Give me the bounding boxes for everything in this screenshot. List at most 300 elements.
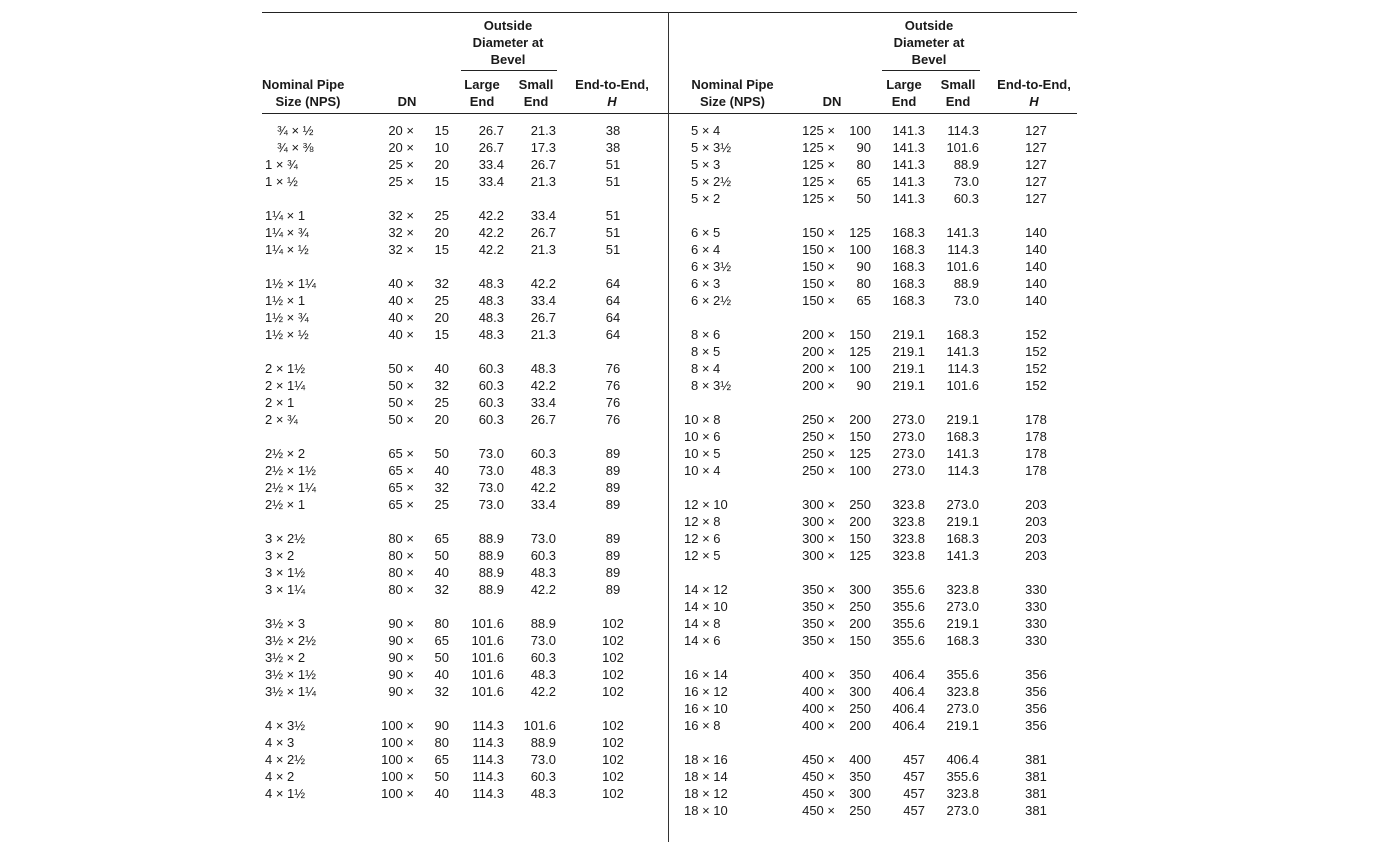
- large-end-cell: 42.2: [478, 242, 504, 257]
- large-end-cell: 355.6: [892, 633, 925, 648]
- end-to-end-cell: 51: [605, 225, 621, 240]
- table-row: [262, 683, 668, 700]
- small-end-cell: 60.3: [530, 548, 556, 563]
- dn-large-cell: 250 ×: [802, 446, 835, 461]
- nps-cell: 2½ × 1½: [265, 463, 316, 478]
- table-row: [262, 207, 668, 224]
- small-end-cell: 355.6: [946, 769, 979, 784]
- dn-small-cell: 25: [434, 395, 449, 410]
- dn-large-cell: 150 ×: [802, 276, 835, 291]
- table-row: [669, 513, 1077, 530]
- header-outside-diameter: [880, 17, 978, 68]
- table-row: [669, 292, 1077, 309]
- nps-cell: 14 × 8: [684, 616, 721, 631]
- nps-cell: 18 × 12: [684, 786, 728, 801]
- large-end-cell: 355.6: [892, 616, 925, 631]
- nps-cell: 6 × 3½: [691, 259, 732, 274]
- dn-small-cell: 100: [849, 123, 871, 138]
- table-row: [669, 462, 1077, 479]
- header-dn: DN: [822, 94, 842, 109]
- nps-cell: 3½ × 2: [265, 650, 306, 665]
- end-to-end-cell: 356: [1025, 684, 1047, 699]
- header-small-end: [935, 76, 981, 110]
- small-end-cell: 42.2: [530, 684, 556, 699]
- table-row: [669, 343, 1077, 360]
- nps-cell: 5 × 3: [691, 157, 721, 172]
- large-end-cell: 457: [903, 786, 925, 801]
- large-end-cell: 60.3: [478, 412, 504, 427]
- small-end-cell: 48.3: [530, 565, 556, 580]
- dn-large-cell: 150 ×: [802, 225, 835, 240]
- large-end-cell: 60.3: [478, 378, 504, 393]
- small-end-cell: 26.7: [530, 412, 556, 427]
- header-rule: [669, 113, 1077, 114]
- small-end-cell: 88.9: [953, 157, 979, 172]
- dn-large-cell: 100 ×: [381, 718, 414, 733]
- large-end-cell: 60.3: [478, 395, 504, 410]
- nps-cell: 14 × 10: [684, 599, 728, 614]
- nps-cell: 2½ × 1: [265, 497, 306, 512]
- dn-small-cell: 100: [849, 463, 871, 478]
- nps-cell: 3½ × 1½: [265, 667, 316, 682]
- nps-cell: 2½ × 1¼: [265, 480, 316, 495]
- table-row: [262, 666, 668, 683]
- dn-small-cell: 32: [434, 378, 449, 393]
- dn-large-cell: 65 ×: [388, 497, 414, 512]
- table-row: [262, 224, 668, 241]
- nps-cell: 8 × 3½: [691, 378, 732, 393]
- table-row: [669, 411, 1077, 428]
- end-to-end-cell: 102: [602, 786, 624, 801]
- nps-cell: 16 × 12: [684, 684, 728, 699]
- small-end-cell: 42.2: [530, 378, 556, 393]
- large-end-cell: 101.6: [471, 667, 504, 682]
- end-to-end-cell: 102: [602, 650, 624, 665]
- table-row: [669, 785, 1077, 802]
- dn-large-cell: 40 ×: [388, 276, 414, 291]
- end-to-end-cell: 178: [1025, 412, 1047, 427]
- small-end-cell: 168.3: [946, 633, 979, 648]
- dn-small-cell: 300: [849, 684, 871, 699]
- table-row: [262, 377, 668, 394]
- small-end-cell: 406.4: [946, 752, 979, 767]
- dn-small-cell: 125: [849, 344, 871, 359]
- large-end-cell: 88.9: [478, 565, 504, 580]
- dn-small-cell: 80: [856, 276, 871, 291]
- dn-small-cell: 65: [434, 633, 449, 648]
- dn-small-cell: 65: [856, 174, 871, 189]
- dimension-table: [262, 12, 1077, 842]
- large-end-cell: 457: [903, 803, 925, 818]
- dn-large-cell: 400 ×: [802, 684, 835, 699]
- nps-cell: ¾ × ½: [277, 123, 314, 138]
- table-row: [669, 717, 1077, 734]
- dn-large-cell: 200 ×: [802, 378, 835, 393]
- dn-small-cell: 90: [434, 718, 449, 733]
- nps-cell: 4 × 2: [265, 769, 295, 784]
- large-end-cell: 219.1: [892, 344, 925, 359]
- small-end-cell: 88.9: [530, 735, 556, 750]
- dn-large-cell: 40 ×: [388, 293, 414, 308]
- dn-small-cell: 32: [434, 480, 449, 495]
- table-row: [262, 292, 668, 309]
- end-to-end-cell: 51: [605, 174, 621, 189]
- nps-cell: 2 × 1½: [265, 361, 306, 376]
- table-row: [669, 326, 1077, 343]
- end-to-end-cell: 64: [605, 276, 621, 291]
- dn-large-cell: 50 ×: [388, 361, 414, 376]
- dn-small-cell: 25: [434, 497, 449, 512]
- large-end-cell: 114.3: [472, 735, 504, 750]
- table-row: [262, 394, 668, 411]
- table-row: [262, 173, 668, 190]
- small-end-cell: 168.3: [946, 429, 979, 444]
- table-row: [669, 496, 1077, 513]
- small-end-cell: 273.0: [946, 599, 979, 614]
- small-end-cell: 26.7: [530, 157, 556, 172]
- large-end-cell: 457: [903, 769, 925, 784]
- end-to-end-cell: 64: [605, 310, 621, 325]
- table-row: [262, 139, 668, 156]
- end-to-end-cell: 89: [605, 463, 621, 478]
- table-row: [669, 241, 1077, 258]
- large-end-cell: 273.0: [892, 446, 925, 461]
- small-end-cell: 323.8: [946, 684, 979, 699]
- end-to-end-cell: 127: [1025, 123, 1047, 138]
- dn-small-cell: 125: [849, 446, 871, 461]
- large-end-cell: 42.2: [478, 208, 504, 223]
- table-row: [262, 547, 668, 564]
- dn-small-cell: 100: [849, 242, 871, 257]
- small-end-cell: 17.3: [530, 140, 556, 155]
- dn-small-cell: 80: [434, 616, 449, 631]
- large-end-cell: 323.8: [892, 514, 925, 529]
- header-end-to-end: [567, 76, 657, 110]
- large-end-cell: 101.6: [471, 633, 504, 648]
- small-end-cell: 48.3: [530, 786, 556, 801]
- small-end-cell: 219.1: [946, 616, 979, 631]
- end-to-end-cell: 203: [1025, 514, 1047, 529]
- table-row: [669, 530, 1077, 547]
- header-od-line2: Diameter at: [893, 35, 965, 50]
- nps-cell: 5 × 3½: [691, 140, 732, 155]
- dn-large-cell: 125 ×: [802, 191, 835, 206]
- dn-large-cell: 50 ×: [388, 395, 414, 410]
- nps-cell: 5 × 2: [691, 191, 721, 206]
- table-row: [262, 479, 668, 496]
- dn-large-cell: 50 ×: [388, 378, 414, 393]
- dn-large-cell: 350 ×: [802, 582, 835, 597]
- small-end-cell: 219.1: [946, 514, 979, 529]
- large-end-cell: 48.3: [478, 310, 504, 325]
- dn-small-cell: 200: [849, 616, 871, 631]
- header-large-end: [883, 76, 925, 110]
- table-row: [669, 632, 1077, 649]
- dn-small-cell: 150: [849, 531, 871, 546]
- dn-large-cell: 400 ×: [802, 667, 835, 682]
- large-end-cell: 141.3: [892, 174, 925, 189]
- header-small-line1: Small: [940, 77, 976, 92]
- dn-small-cell: 15: [434, 123, 449, 138]
- dn-small-cell: 32: [434, 582, 449, 597]
- nps-cell: 3½ × 2½: [265, 633, 316, 648]
- nps-cell: 1½ × 1: [265, 293, 306, 308]
- table-row: [262, 275, 668, 292]
- nps-cell: 16 × 8: [684, 718, 721, 733]
- small-end-cell: 141.3: [946, 446, 979, 461]
- table-row: [669, 581, 1077, 598]
- table-row: [262, 751, 668, 768]
- large-end-cell: 406.4: [892, 718, 925, 733]
- nps-cell: 14 × 12: [684, 582, 728, 597]
- dn-small-cell: 50: [856, 191, 871, 206]
- nps-cell: 12 × 8: [684, 514, 721, 529]
- large-end-cell: 219.1: [892, 327, 925, 342]
- table-row: [669, 598, 1077, 615]
- header-od-line1: Outside: [483, 18, 533, 33]
- large-end-cell: 323.8: [892, 497, 925, 512]
- dn-large-cell: 450 ×: [802, 803, 835, 818]
- end-to-end-cell: 127: [1025, 174, 1047, 189]
- large-end-cell: 114.3: [472, 752, 504, 767]
- large-end-cell: 323.8: [892, 548, 925, 563]
- end-to-end-cell: 89: [605, 480, 621, 495]
- large-end-cell: 141.3: [892, 157, 925, 172]
- dn-small-cell: 20: [434, 225, 449, 240]
- dn-small-cell: 200: [849, 412, 871, 427]
- table-row: [262, 360, 668, 377]
- dn-small-cell: 80: [856, 157, 871, 172]
- dn-small-cell: 50: [434, 446, 449, 461]
- dn-small-cell: 300: [849, 582, 871, 597]
- end-to-end-cell: 64: [605, 293, 621, 308]
- dn-small-cell: 150: [849, 633, 871, 648]
- small-end-cell: 21.3: [530, 174, 556, 189]
- table-row: [669, 428, 1077, 445]
- large-end-cell: 114.3: [472, 718, 504, 733]
- small-end-cell: 101.6: [946, 378, 979, 393]
- dn-large-cell: 90 ×: [388, 633, 414, 648]
- nps-cell: 3 × 2½: [265, 531, 306, 546]
- table-row: [262, 785, 668, 802]
- nps-cell: 2 × ¾: [265, 412, 298, 427]
- dn-small-cell: 10: [434, 140, 449, 155]
- large-end-cell: 26.7: [478, 140, 504, 155]
- end-to-end-cell: 76: [605, 412, 621, 427]
- end-to-end-cell: 102: [602, 735, 624, 750]
- nps-cell: 1½ × 1¼: [265, 276, 316, 291]
- end-to-end-cell: 178: [1025, 446, 1047, 461]
- dn-large-cell: 65 ×: [388, 480, 414, 495]
- header-h-line1: End-to-End,: [575, 77, 649, 92]
- dn-large-cell: 450 ×: [802, 769, 835, 784]
- table-row: [669, 768, 1077, 785]
- nps-cell: 1 × ½: [265, 174, 298, 189]
- large-end-cell: 42.2: [478, 225, 504, 240]
- end-to-end-cell: 381: [1025, 752, 1047, 767]
- table-row: [669, 122, 1077, 139]
- nps-cell: 10 × 5: [684, 446, 721, 461]
- end-to-end-cell: 140: [1025, 259, 1047, 274]
- dn-large-cell: 250 ×: [802, 429, 835, 444]
- small-end-cell: 21.3: [530, 242, 556, 257]
- small-end-cell: 21.3: [530, 123, 556, 138]
- small-end-cell: 33.4: [530, 208, 556, 223]
- end-to-end-cell: 89: [605, 497, 621, 512]
- small-end-cell: 88.9: [530, 616, 556, 631]
- small-end-cell: 26.7: [530, 310, 556, 325]
- small-end-cell: 101.6: [946, 140, 979, 155]
- dn-large-cell: 200 ×: [802, 344, 835, 359]
- nps-cell: 4 × 3: [265, 735, 295, 750]
- dn-small-cell: 40: [434, 361, 449, 376]
- header-h-line2: H: [607, 94, 617, 109]
- dn-small-cell: 50: [434, 769, 449, 784]
- small-end-cell: 273.0: [946, 701, 979, 716]
- nps-cell: 8 × 6: [691, 327, 721, 342]
- table-row: [669, 445, 1077, 462]
- dn-small-cell: 125: [849, 225, 871, 240]
- small-end-cell: 114.3: [947, 123, 979, 138]
- nps-cell: 1¼ × ½: [265, 242, 309, 257]
- table-row: [669, 139, 1077, 156]
- large-end-cell: 273.0: [892, 412, 925, 427]
- table-row: [262, 156, 668, 173]
- dn-large-cell: 300 ×: [802, 497, 835, 512]
- header-nps-line1: Nominal Pipe: [262, 77, 345, 92]
- dn-large-cell: 300 ×: [802, 514, 835, 529]
- small-end-cell: 48.3: [530, 463, 556, 478]
- dn-large-cell: 250 ×: [802, 412, 835, 427]
- header-large-line1: Large: [464, 77, 500, 92]
- small-end-cell: 73.0: [530, 633, 556, 648]
- header-small-line2: End: [945, 94, 971, 109]
- nps-cell: 4 × 2½: [265, 752, 306, 767]
- dn-small-cell: 300: [849, 786, 871, 801]
- large-end-cell: 406.4: [892, 667, 925, 682]
- dn-large-cell: 32 ×: [388, 242, 414, 257]
- header-od-line3: Bevel: [490, 52, 526, 67]
- end-to-end-cell: 178: [1025, 463, 1047, 478]
- dn-small-cell: 350: [849, 667, 871, 682]
- end-to-end-cell: 140: [1025, 293, 1047, 308]
- large-end-cell: 168.3: [892, 259, 925, 274]
- dn-small-cell: 15: [434, 327, 449, 342]
- header-nps-line2: Size (NPS): [275, 94, 341, 109]
- header-large-line1: Large: [886, 77, 922, 92]
- nps-cell: 2 × 1: [265, 395, 295, 410]
- nps-cell: 10 × 8: [684, 412, 721, 427]
- nps-cell: 5 × 4: [691, 123, 721, 138]
- end-to-end-cell: 152: [1025, 361, 1047, 376]
- nps-cell: 18 × 10: [684, 803, 728, 818]
- header-od-line3: Bevel: [911, 52, 947, 67]
- end-to-end-cell: 89: [605, 446, 621, 461]
- dn-large-cell: 125 ×: [802, 157, 835, 172]
- large-end-cell: 73.0: [478, 497, 504, 512]
- large-end-cell: 48.3: [478, 293, 504, 308]
- dn-large-cell: 20 ×: [388, 123, 414, 138]
- nps-cell: 2½ × 2: [265, 446, 306, 461]
- table-row: [262, 768, 668, 785]
- small-end-cell: 168.3: [946, 531, 979, 546]
- table-row: [262, 615, 668, 632]
- nps-cell: 18 × 16: [684, 752, 728, 767]
- table-body-right: [669, 122, 1077, 819]
- dn-small-cell: 200: [849, 514, 871, 529]
- end-to-end-cell: 127: [1025, 157, 1047, 172]
- small-end-cell: 141.3: [946, 344, 979, 359]
- end-to-end-cell: 140: [1025, 242, 1047, 257]
- end-to-end-cell: 330: [1025, 633, 1047, 648]
- large-end-cell: 88.9: [478, 582, 504, 597]
- small-end-cell: 323.8: [946, 582, 979, 597]
- end-to-end-cell: 330: [1025, 599, 1047, 614]
- table-row: [669, 377, 1077, 394]
- dn-small-cell: 40: [434, 667, 449, 682]
- large-end-cell: 219.1: [892, 378, 925, 393]
- dn-small-cell: 250: [849, 497, 871, 512]
- table-header: [669, 12, 1077, 113]
- large-end-cell: 273.0: [892, 463, 925, 478]
- small-end-cell: 88.9: [953, 276, 979, 291]
- small-end-cell: 42.2: [530, 582, 556, 597]
- table-row: [669, 360, 1077, 377]
- table-row: [669, 173, 1077, 190]
- large-end-cell: 141.3: [892, 140, 925, 155]
- end-to-end-cell: 76: [605, 395, 621, 410]
- table-row: [262, 734, 668, 751]
- dn-small-cell: 15: [434, 242, 449, 257]
- dn-large-cell: 125 ×: [802, 140, 835, 155]
- table-row: [262, 309, 668, 326]
- end-to-end-cell: 102: [602, 667, 624, 682]
- small-end-cell: 273.0: [946, 497, 979, 512]
- dn-small-cell: 50: [434, 548, 449, 563]
- small-end-cell: 114.3: [947, 361, 979, 376]
- end-to-end-cell: 127: [1025, 140, 1047, 155]
- end-to-end-cell: 89: [605, 548, 621, 563]
- table-row: [262, 241, 668, 258]
- large-end-cell: 73.0: [478, 480, 504, 495]
- end-to-end-cell: 152: [1025, 378, 1047, 393]
- dn-large-cell: 350 ×: [802, 633, 835, 648]
- nps-cell: 12 × 5: [684, 548, 721, 563]
- header-small-end: [513, 76, 559, 110]
- dn-small-cell: 25: [434, 293, 449, 308]
- dn-large-cell: 350 ×: [802, 616, 835, 631]
- small-end-cell: 33.4: [530, 497, 556, 512]
- dn-large-cell: 125 ×: [802, 123, 835, 138]
- nps-cell: 12 × 6: [684, 531, 721, 546]
- small-end-cell: 114.3: [947, 242, 979, 257]
- nps-cell: 1½ × ½: [265, 327, 309, 342]
- header-small-line2: End: [523, 94, 549, 109]
- small-end-cell: 21.3: [530, 327, 556, 342]
- dn-small-cell: 50: [434, 650, 449, 665]
- table-row: [262, 717, 668, 734]
- dn-small-cell: 25: [434, 208, 449, 223]
- large-end-cell: 73.0: [478, 463, 504, 478]
- dn-small-cell: 20: [434, 157, 449, 172]
- dn-small-cell: 65: [434, 752, 449, 767]
- header-nps: [685, 76, 780, 110]
- dn-small-cell: 15: [434, 174, 449, 189]
- end-to-end-cell: 152: [1025, 344, 1047, 359]
- dn-small-cell: 40: [434, 463, 449, 478]
- small-end-cell: 323.8: [946, 786, 979, 801]
- table-row: [669, 700, 1077, 717]
